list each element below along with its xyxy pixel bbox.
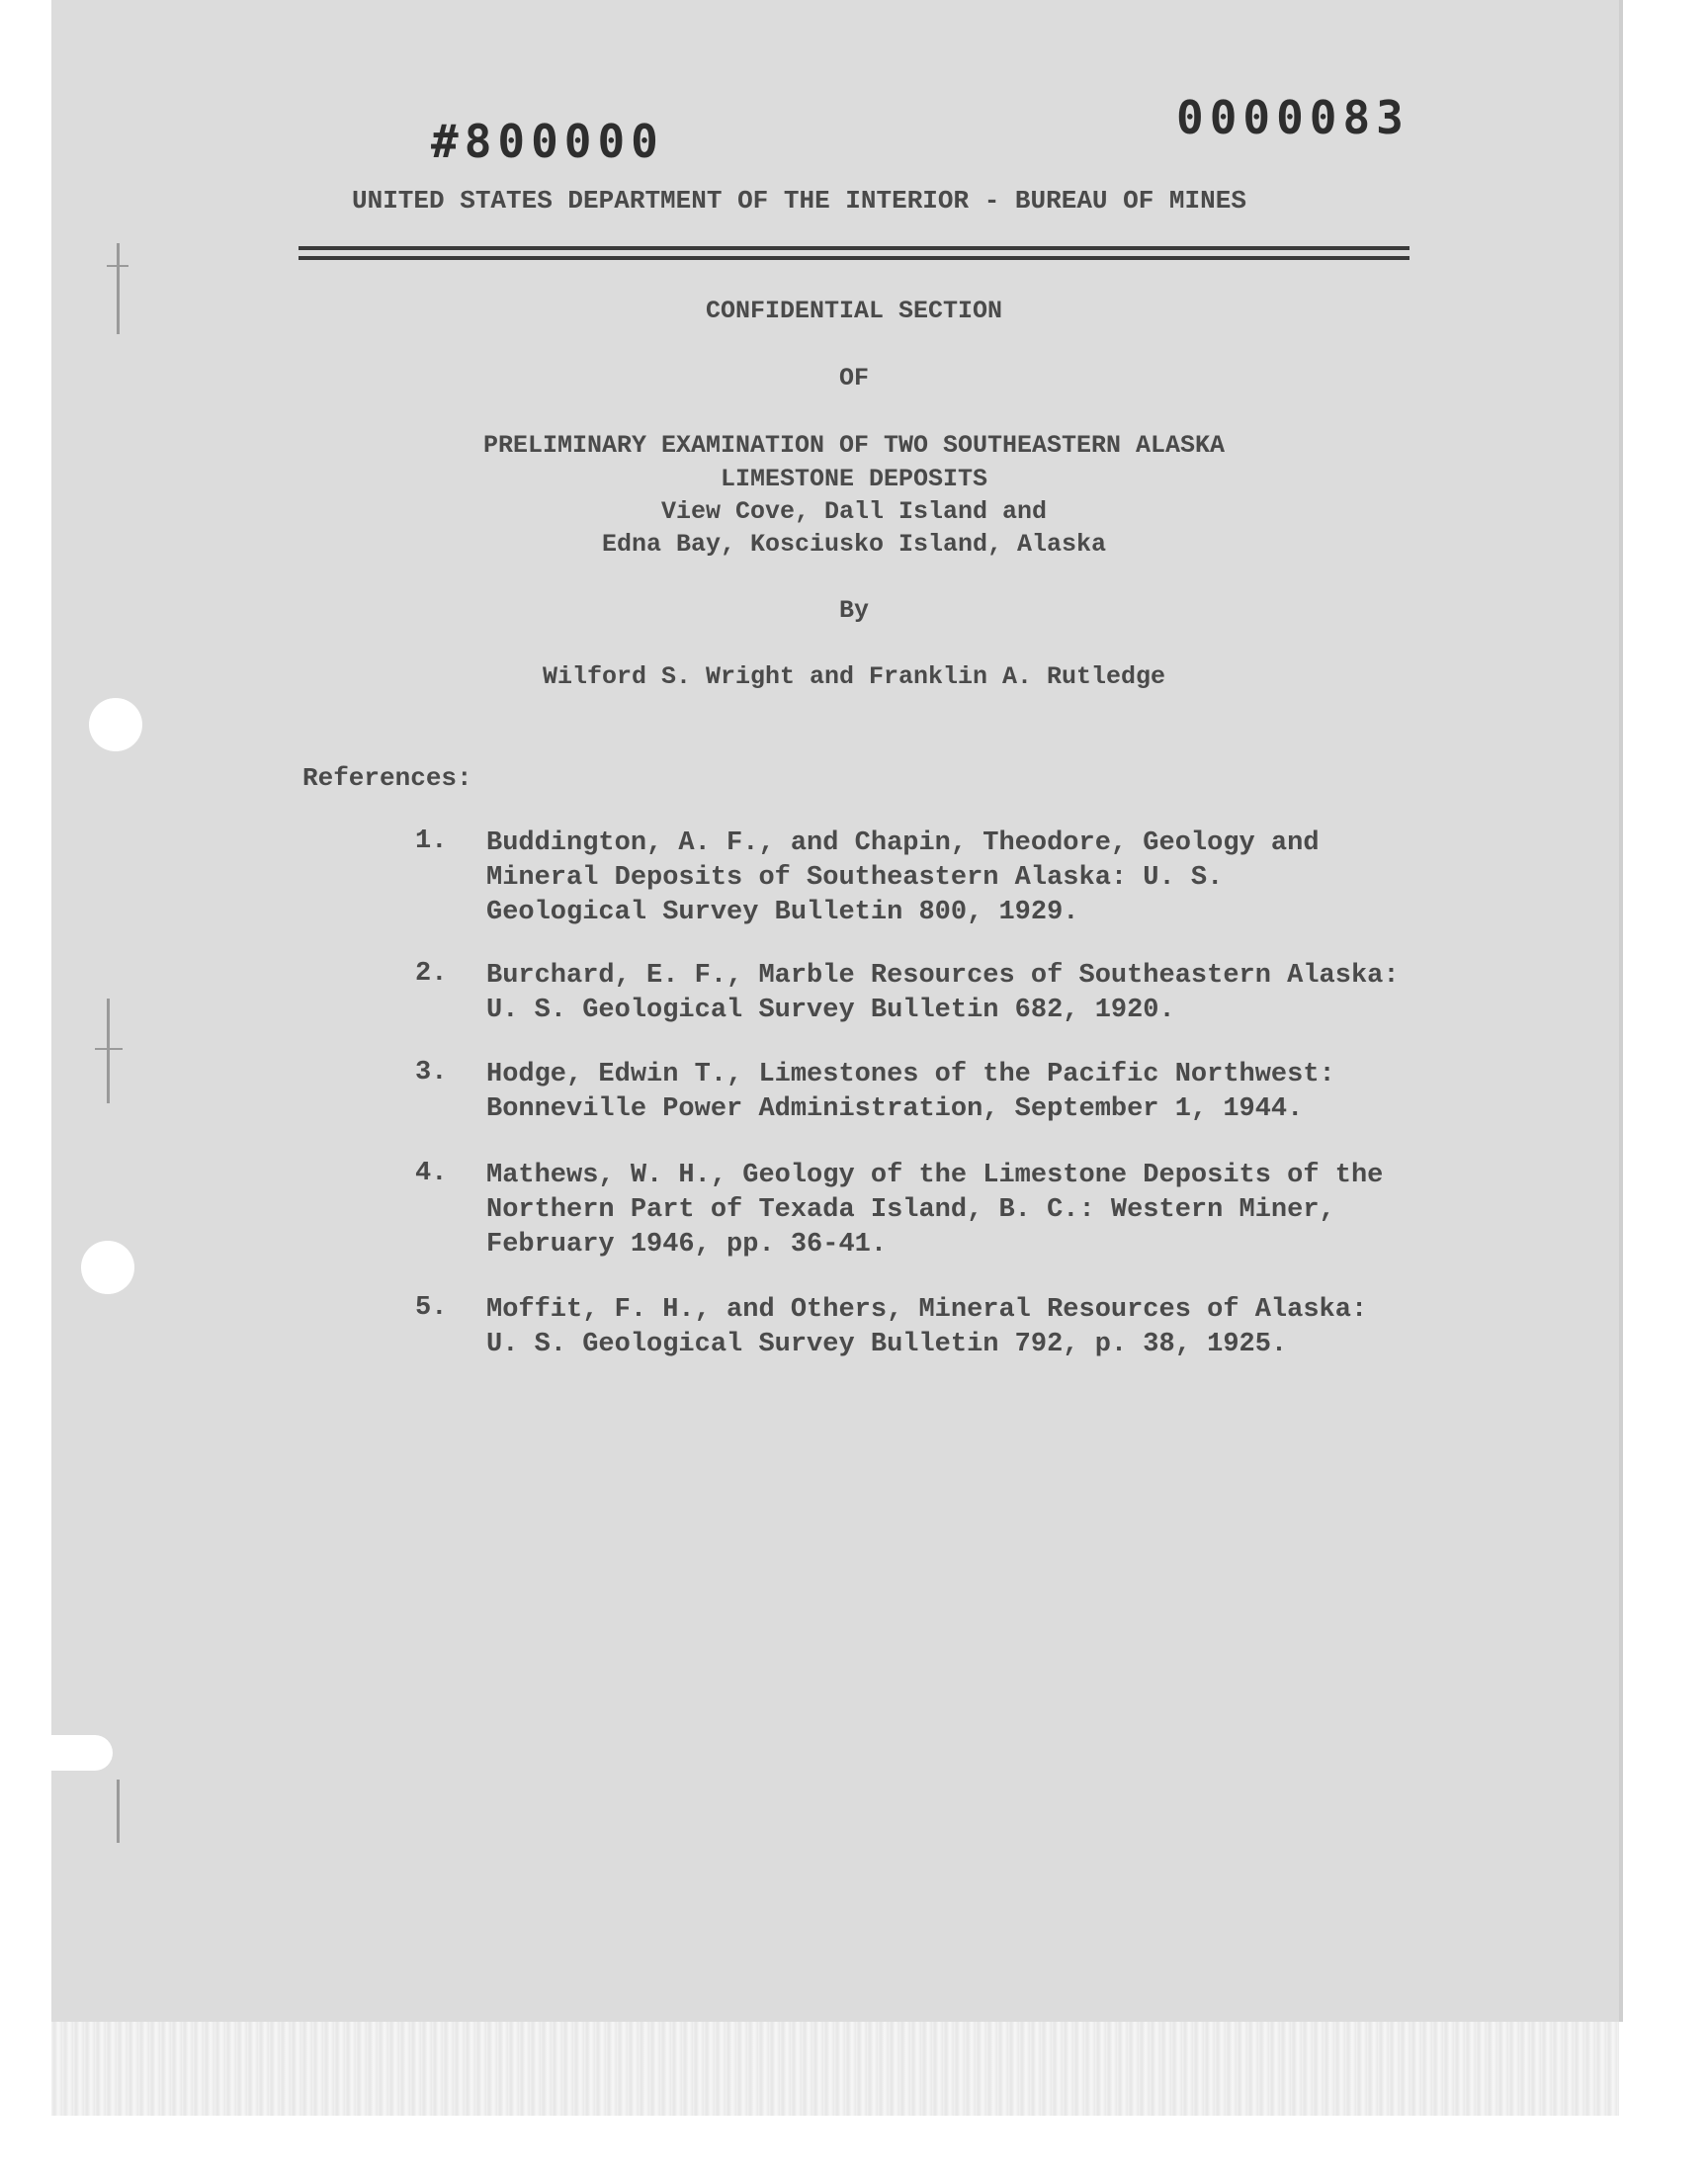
reference-text [486, 1293, 1367, 1362]
reference-line: Burchard, E. F., Marble Resources of Southeastern Alaska: [486, 961, 1400, 991]
reference-line: U. S. Geological Survey Bulletin 682, 1920. [486, 996, 1175, 1025]
location-line-1: View Cove, Dall Island and [660, 497, 1048, 526]
reference-text [486, 1159, 1383, 1262]
reference-number: 5. [415, 1293, 448, 1323]
reference-line: Geological Survey Bulletin 800, 1929. [486, 898, 1079, 927]
margin-mark-top [117, 243, 120, 334]
punch-hole-bottom [51, 1735, 113, 1771]
reference-line: U. S. Geological Survey Bulletin 792, p. 38, 1925. [486, 1330, 1288, 1359]
reference-line: Buddington, A. F., and Chapin, Theodore, Geology and [486, 828, 1320, 858]
header-rule-bottom [299, 256, 1409, 260]
reference-number: 1. [415, 826, 448, 856]
of-line: OF [838, 364, 869, 392]
reference-text [486, 1058, 1335, 1127]
reference-line: Hodge, Edwin T., Limestones of the Pacific Northwest: [486, 1060, 1335, 1089]
punch-hole-top [89, 698, 142, 751]
agency-heading: UNITED STATES DEPARTMENT OF THE INTERIOR - BUREAU OF MINES [352, 186, 1246, 216]
reference-text [486, 959, 1400, 1028]
title-line-2: LIMESTONE DEPOSITS [720, 465, 988, 493]
margin-mark-middle [107, 999, 110, 1103]
reference-number: 2. [415, 959, 448, 989]
scan-bottom-strip [51, 2022, 1619, 2116]
reference-line: Mineral Deposits of Southeastern Alaska: U. S. [486, 863, 1224, 893]
reference-text [486, 826, 1320, 930]
paper-edge [1619, 0, 1623, 2022]
reference-line: Mathews, W. H., Geology of the Limestone Deposits of the [486, 1161, 1384, 1190]
reference-line: Northern Part of Texada Island, B. C.: Western Miner, [486, 1195, 1335, 1225]
page-number-stamp: 0000083 [1176, 91, 1409, 144]
document-number-stamp: #800000 [431, 115, 664, 168]
margin-tick-middle [95, 1048, 123, 1050]
margin-mark-bottom [117, 1780, 120, 1843]
reference-line: Moffit, F. H., and Others, Mineral Resources of Alaska: [486, 1295, 1368, 1325]
by-line: By [838, 596, 869, 625]
title-line-1: PRELIMINARY EXAMINATION OF TWO SOUTHEASTERN ALASKA [482, 431, 1226, 460]
margin-tick-top [107, 265, 128, 267]
header-rule-top [299, 246, 1409, 250]
reference-number: 3. [415, 1058, 448, 1088]
section-heading: CONFIDENTIAL SECTION [705, 297, 1003, 325]
reference-line: February 1946, pp. 36-41. [486, 1230, 888, 1260]
location-line-2: Edna Bay, Kosciusko Island, Alaska [601, 530, 1107, 559]
authors-line: Wilford S. Wright and Franklin A. Rutledge [542, 662, 1166, 691]
reference-number: 4. [415, 1159, 448, 1188]
references-heading: References: [302, 763, 472, 793]
reference-line: Bonneville Power Administration, September 1, 1944. [486, 1094, 1304, 1124]
punch-hole-middle [81, 1241, 134, 1294]
